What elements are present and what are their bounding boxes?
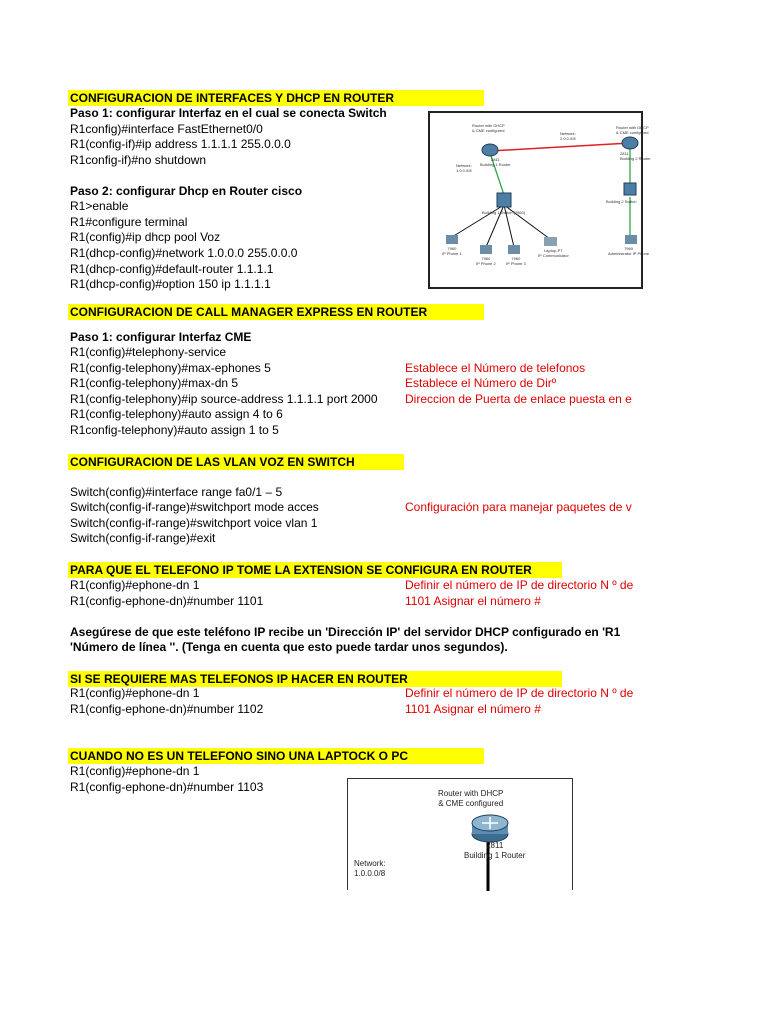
device-label: 7960 IP Phone 1 <box>442 246 462 256</box>
config-line: R1config-telephony)#auto assign 1 to 5 <box>70 423 279 437</box>
step1-title: Paso 1: configurar Interfaz en el cual se conecta Switch <box>70 106 387 120</box>
config-line: R1(config-telephony)#auto assign 4 to 6 <box>70 407 283 421</box>
phone-icon <box>446 235 458 244</box>
device-label: 7960 IP Phone 3 <box>506 256 526 266</box>
note-red: Configuración para manejar paquetes de v <box>405 500 632 514</box>
section-header-more-phones: SI SE REQUIERE MAS TELEFONOS IP HACER EN ROUTER <box>68 671 562 687</box>
phone-icon <box>480 245 492 254</box>
router-caption: Router with DHCP & CME configured <box>616 125 649 135</box>
section-header-extension: PARA QUE EL TELEFONO IP TOME LA EXTENSION SE CONFIGURA EN ROUTER <box>68 562 562 578</box>
router-icon <box>472 815 508 842</box>
router-caption: Router with DHCP & CME configured <box>438 789 504 808</box>
step1-title: Paso 1: configurar Interfaz CME <box>70 330 252 344</box>
device-label: Laptop-PT IP Communicator <box>538 248 569 258</box>
config-line: R1>enable <box>70 199 129 213</box>
wan-link <box>490 143 630 151</box>
network-label: Network: 1.0.0.0/8 <box>456 163 472 173</box>
config-line: R1(config-ephone-dn)#number 1101 <box>70 594 264 608</box>
phone-icon <box>508 245 520 254</box>
config-line: Switch(config-if-range)#switchport mode acces <box>70 500 319 514</box>
config-line: R1(config-ephone-dn)#number 1102 <box>70 702 264 716</box>
note-red: Definir el número de IP de directorio N º de <box>405 578 634 592</box>
switch-icon <box>624 183 636 195</box>
step2-title: Paso 2: configurar Dhcp en Router cisco <box>70 184 303 198</box>
config-line: R1(config)#ip dhcp pool Voz <box>70 230 221 244</box>
config-line: R1(dhcp-config)#default-router 1.1.1.1 <box>70 262 274 276</box>
config-line: Switch(config-if-range)#exit <box>70 531 216 545</box>
config-line: R1config)#interface FastEthernet0/0 <box>70 122 263 136</box>
section-header-interfaces-dhcp: CONFIGURACION DE INTERFACES Y DHCP EN ROUTER <box>68 90 484 106</box>
config-line: R1(config-telephony)#max-ephones 5 <box>70 361 271 375</box>
config-line: Switch(config)#interface range fa0/1 – 5 <box>70 485 283 499</box>
paragraph-line: Asegúrese de que este teléfono IP recibe un 'Dirección IP' del servidor DHCP configurado en 'R1 <box>70 625 621 639</box>
note-red: Definir el número de IP de directorio N º de <box>405 686 634 700</box>
config-line: R1(config-telephony)#ip source-address 1.1.1.1 port 2000 <box>70 392 378 406</box>
note-red: Establece el Número de telefonos <box>405 361 586 375</box>
note-red: Establece el Número de Dirº <box>405 376 557 390</box>
switch-label: Building 2 Switch <box>606 199 637 204</box>
network-label: Network: 1.0.0.0/8 <box>354 859 386 878</box>
section-header-cme: CONFIGURACION DE CALL MANAGER EXPRESS EN ROUTER <box>68 304 484 320</box>
config-line: R1(config)#ephone-dn 1 <box>70 578 200 592</box>
config-line: R1(dhcp-config)#option 150 ip 1.1.1.1 <box>70 277 271 291</box>
network-label: Network: 2.0.0.0/8 <box>560 131 576 141</box>
router-label: 2811 Building 1 Router <box>464 841 526 860</box>
phone-icon <box>625 235 637 244</box>
router-closeup-diagram <box>347 778 573 890</box>
router-caption: Router with DHCP & CME configured <box>472 123 505 133</box>
config-line: Switch(config-if-range)#switchport voice vlan 1 <box>70 516 318 530</box>
section-header-vlan: CONFIGURACION DE LAS VLAN VOZ EN SWITCH <box>68 454 404 470</box>
switch-label: Building 1 Switch (2960) <box>482 210 526 215</box>
config-line: R1config-if)#no shutdown <box>70 153 207 167</box>
config-line: R1(config)#ephone-dn 1 <box>70 686 200 700</box>
switch-icon <box>497 193 511 207</box>
config-line: R1(config-ephone-dn)#number 1103 <box>70 780 264 794</box>
device-label: 7960 Administrator IP Phone <box>608 246 650 256</box>
config-line: R1#configure terminal <box>70 215 188 229</box>
router-icon <box>482 144 498 156</box>
device-label: 7960 IP Phone 2 <box>476 256 496 266</box>
config-line: R1(dhcp-config)#network 1.0.0.0 255.0.0.0 <box>70 246 298 260</box>
config-line: R1(config)#ephone-dn 1 <box>70 764 200 778</box>
note-red: Direccion de Puerta de enlace puesta en e <box>405 392 632 406</box>
laptop-icon <box>544 237 557 246</box>
section-header-laptop: CUANDO NO ES UN TELEFONO SINO UNA LAPTOCK O PC <box>68 748 484 764</box>
note-red: 1101 Asignar el número # <box>405 702 541 716</box>
config-line: R1(config-telephony)#max-dn 5 <box>70 376 239 390</box>
config-line: R1(config)#telephony-service <box>70 345 227 359</box>
router-label: 2811 Building 1 Router <box>480 157 511 167</box>
router-label: 2811 Building 2 Router <box>620 151 651 161</box>
config-line: R1(config-if)#ip address 1.1.1.1 255.0.0.0 <box>70 137 291 151</box>
network-diagram <box>428 111 651 289</box>
note-red: 1101 Asignar el número # <box>405 594 541 608</box>
router-icon <box>622 137 638 149</box>
paragraph-line: 'Número de línea ''. (Tenga en cuenta que esto puede tardar unos segundos). <box>70 640 508 654</box>
